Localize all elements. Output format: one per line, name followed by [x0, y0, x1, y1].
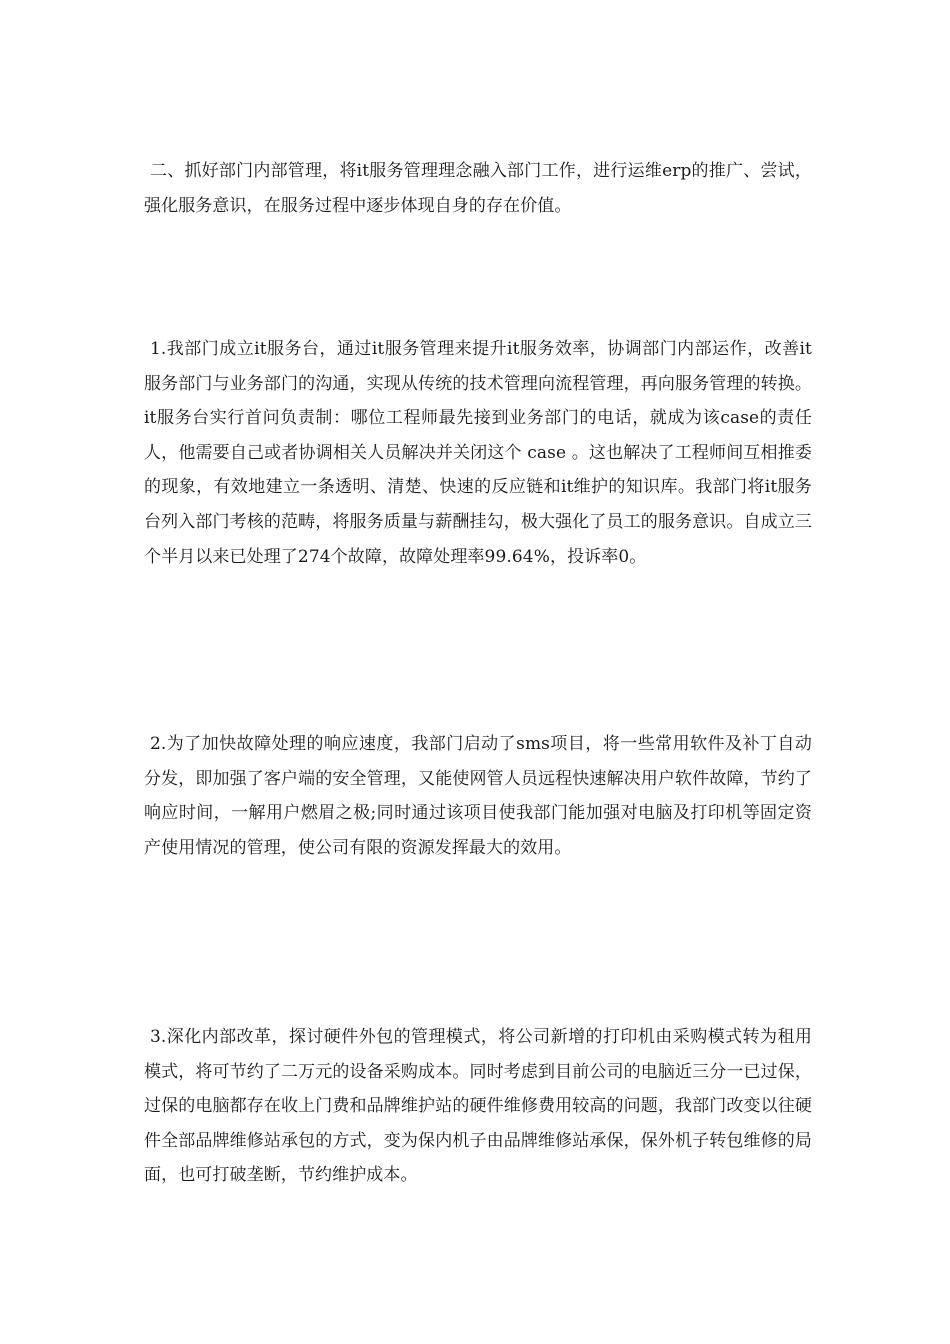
paragraph-item-3: 3.深化内部改革，探讨硬件外包的管理模式，将公司新增的打印机由采购模式转为租用模式，将可节约了二万元的设备采购成本。同时考虑到目前公司的电脑近三分一已过保，过保的电脑都存在收上门费和品牌维护站的硬件维修费用较高的问题，我部门改变以往硬件全部品牌维修站承包的方式，变为保内机子由品牌维修站承保，保外机子转包维修的局面，也可打破垄断，节约维护成本。 — [144, 1027, 812, 1186]
paragraph-item-2: 2.为了加快故障处理的响应速度，我部门启动了sms项目，将一些常用软件及补丁自动分发，即加强了客户端的安全管理，又能使网管人员远程快速解决用户软件故障，节约了响应时间，一解用户燃眉之极;同时通过该项目使我部门能加强对电脑及打印机等固定资产使用情况的管理，使公司有限的资源发挥最大的效用。 — [144, 734, 812, 858]
paragraph-item-1: 1.我部门成立it服务台，通过it服务管理来提升it服务效率，协调部门内部运作，改善it服务部门与业务部门的沟通，实现从传统的技术管理向流程管理，再向服务管理的转换。it服务台实行首问负责制：哪位工程师最先接到业务部门的电话，就成为该case的责任人，他需要自己或者协调相关人员解决并关闭这个 case 。这也解决了工程师间互相推委的现象，有效地建立一条透明、清楚、快速的反应链和it维护的知识库。我部门将it服务台列入部门考核的范畴，将服务质量与薪酬挂勾，极大强化了员工的服务意识。自成立三个半月以来已处理了274个故障，故障处理率99.64%，投诉率0。 — [144, 339, 812, 567]
paragraph-section-two-heading: 二、抓好部门内部管理，将it服务管理理念融入部门工作，进行运维erp的推广、尝试，强化服务意识，在服务过程中逐步体现自身的存在价值。 — [144, 161, 812, 216]
